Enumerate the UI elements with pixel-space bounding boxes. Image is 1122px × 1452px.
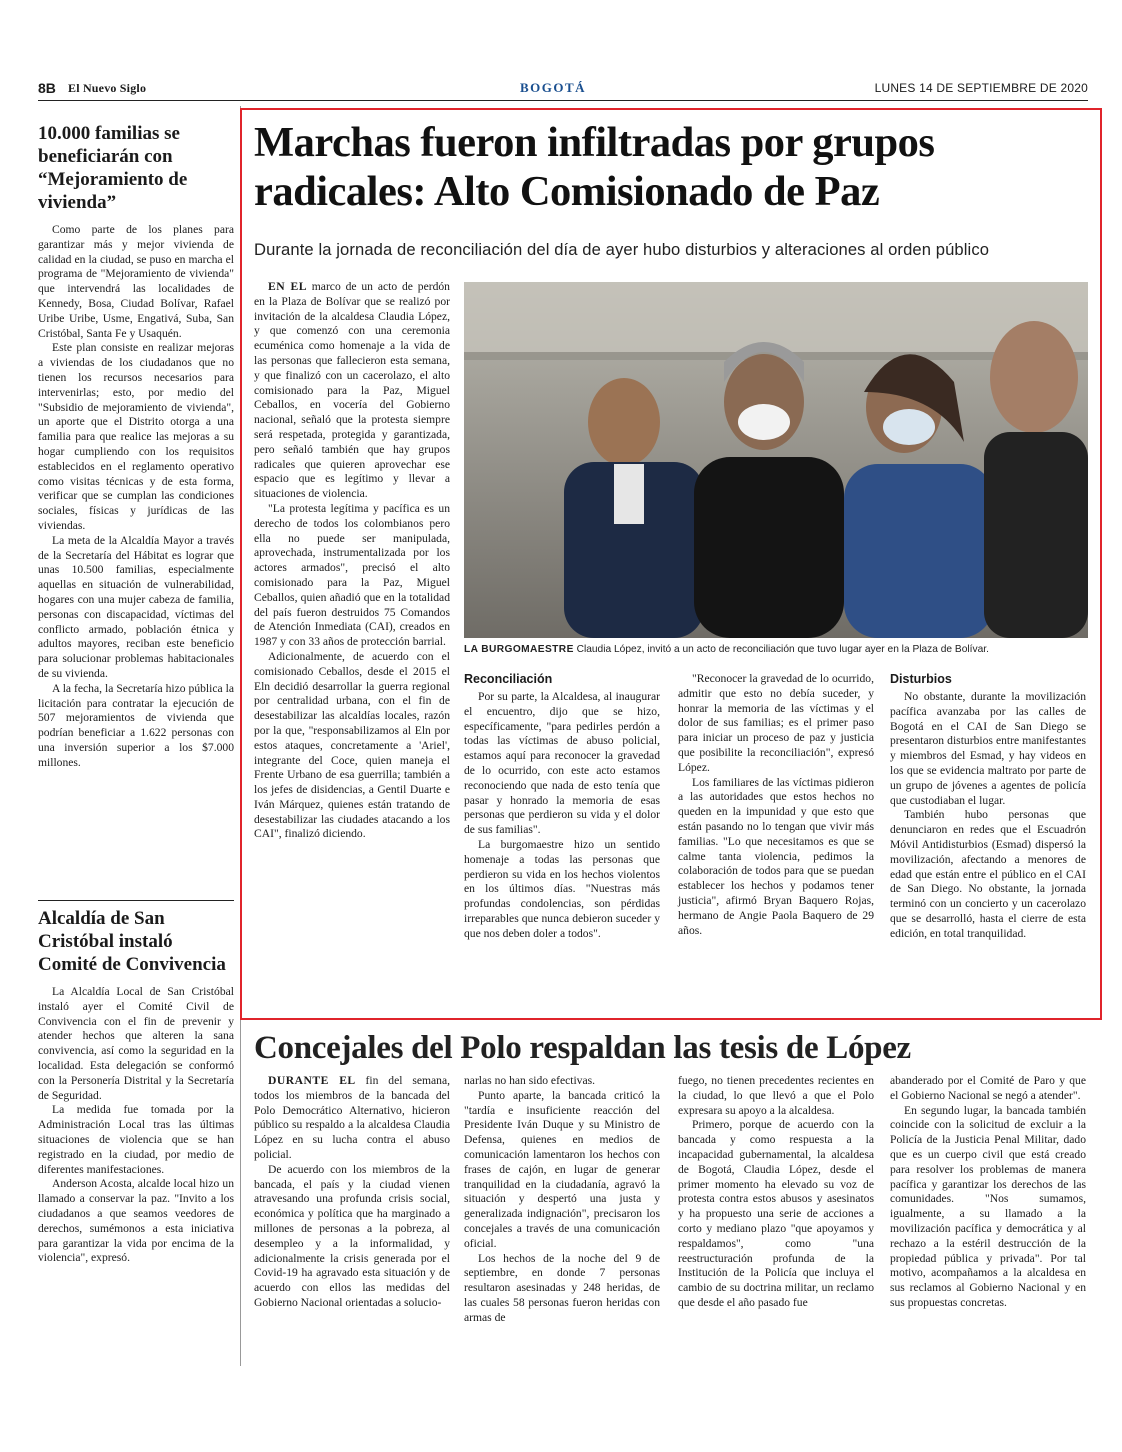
sidebar-story-housing xyxy=(38,122,234,770)
news-photo xyxy=(464,282,1088,638)
paragraph: fuego, no tienen precedentes recientes en la ciudad, lo que llevó a que el Polo expresara su apoyo a la alcaldesa. xyxy=(678,1074,874,1117)
lead-in: DURANTE EL xyxy=(268,1074,356,1087)
paragraph: La meta de la Alcaldía Mayor a través de la Secretaría del Hábitat es lograr que unas 10.500 familias, especialmente aquellas en situación de vulnerabilidad, hogares con una mujer cabeza de familia, personas con discapacidad, víctimas del conflicto armado, población étnica y adultos mayores, reciban este beneficio para solucionar problemas habitacionales de su vivienda. xyxy=(38,533,234,680)
paragraph: A la fecha, la Secretaría hizo pública la licitación para contratar la ejecución de 507 mejoramientos de vivienda que podrían beneficiar a 1.622 personas con una inversión superior a los $7.000 millones. xyxy=(38,681,234,769)
subhead-reconciliacion: Reconciliación xyxy=(464,672,553,686)
lead-in: EN EL xyxy=(268,280,307,293)
paragraph: Primero, porque de acuerdo con la bancada y como respuesta a la incapacidad gubernamental, la alcaldesa de Bogotá, Claudia López, desde el primer momento ha elevado su voz de protesta contra estos abusos y asesinatos y ha propuesto una serie de acciones a corto y mediano plazo "que apoyamos y respaldamos", como "una reestructuración profunda de la Institución de la Policía que incluya el cambio de su doctrina militar, un reclamo que desde el año pasado fue xyxy=(678,1118,874,1309)
paragraph: Anderson Acosta, alcalde local hizo un llamado a conservar la paz. "Invito a los ciudadanos a que seamos veedores de derechos, sumémonos a esta iniciativa para garantizar la vida por encima de la violencia", expresó. xyxy=(38,1177,234,1265)
second-story-column-3 xyxy=(678,1074,874,1311)
main-story-column-1 xyxy=(254,280,450,842)
story-rule xyxy=(38,900,234,901)
second-story-column-4 xyxy=(890,1074,1086,1311)
page-header xyxy=(38,80,1088,98)
paragraph: narlas no han sido efectivas. xyxy=(464,1074,596,1087)
paragraph: La Alcaldía Local de San Cristóbal instaló ayer el Comité Civil de Convivencia con el fin de prevenir y atender hechos que alteren la sana convivencia, así como la seguridad en la localidad. Esta delegación se conformó con la Personería Distrital y la Secretaría de Seguridad. xyxy=(38,985,234,1102)
header-rule xyxy=(38,100,1088,101)
paragraph: Los familiares de las víctimas pidieron a las autoridades que estos hechos no queden en la impunidad y que esto que están pasando no lo tengan que vivir más familias. "Lo que necesitamos es que se calme tanta violencia, pedimos la colaboración de todos para que se puedan establecer los hechos y podamos tener justicia", afirmó Bryan Baquero Rojas, hermano de Angie Paola Baquero de 29 años. xyxy=(678,775,874,937)
paragraph: La burgomaestre hizo un sentido homenaje a todas las personas que perdieron su vida en los hechos violentos en los últimos días. "Nuestras más profundas condolencias, son pérdidas irreparables que nunca debieron suceder y que nos deben doler a todos". xyxy=(464,837,660,940)
main-story-column-3 xyxy=(678,672,874,938)
paragraph: También hubo personas que denunciaron en redes que el Escuadrón Móvil Antidisturbios (Esmad) dispersó la movilización, afectando a menores de edad que están entre el público en el CAI de San Diego. No obstante, la jornada terminó con un concierto y un cacerolazo que se desarrolló, hasta el cierre de esta edición, en total tranquilidad. xyxy=(890,808,1086,940)
photo-illustration xyxy=(464,282,1088,638)
paragraph: De acuerdo con los miembros de la bancada, el país y la ciudad vienen atravesando una profunda crisis social, económica y política que ha marginado a millones de personas a la pobreza, al desempleo y a la informalidad, y adicionalmente la crisis generada por el Covid-19 ha agravado esta situación y de acuerdo con ellos las medidas del Gobierno Nacional orientadas a solucio- xyxy=(254,1162,450,1309)
main-subheadline: Durante la jornada de reconciliación del día de ayer hubo disturbios y alteraciones al orden público xyxy=(254,240,990,259)
paragraph: La medida fue tomada por la Administración Local tras las últimas situaciones de violencia que se han registrado en la ciudad, por medio de diferentes manifestaciones. xyxy=(38,1103,234,1176)
paragraph: "Reconocer la gravedad de lo ocurrido, admitir que esto no debía suceder, y honrar la memoria de las víctimas y el dolor de sus familias; es el primer paso para iniciar un proceso de paz y justicia que posibilite la reconciliación", expresó López. xyxy=(678,672,874,774)
sidebar-story-title: Alcaldía de San Cristóbal instaló Comité de Convivencia xyxy=(38,908,226,975)
issue-date: LUNES 14 DE SEPTIEMBRE DE 2020 xyxy=(874,81,1088,95)
paragraph: En segundo lugar, la bancada también coincide con la solicitud de excluir a la Policía de la Justicia Penal Militar, dado que es un cuerpo civil que está creado para resolver los problemas de manera pacífica y garantizar los derechos de las comunidades. "Nos sumamos, igualmente, a su llamado a la movilización pacífica y democrática y al rechazo a la estéril destrucción de la propiedad pública y privada". Por tal motivo, acompañamos a la alcaldesa en sus reclamos al Gobierno Nacional y en sus propuestas concretas. xyxy=(890,1103,1086,1309)
sidebar-story-convivencia xyxy=(38,900,234,1266)
paragraph: fin del semana, todos los miembros de la bancada del Polo Democrático Alternativo, hicieron público su respaldo a la alcaldesa Claudia López en su lucha contra el abuso policial. xyxy=(254,1074,450,1161)
paragraph: "La protesta legítima y pacífica es un derecho de todos los colombianos pero ella no puede ser manipulada, aprovechada, instrumentalizada por los actores armados", precisó el alto comisionado para la Paz, Miguel Ceballos, quien añadió que en la totalidad del país fueron destruidos 75 Comandos de Atención Inmediata (CAI), creados en 1987 y con 33 años de protección barrial. xyxy=(254,501,450,649)
paragraph: abanderado por el Comité de Paro y que el Gobierno Nacional se negó a atender". xyxy=(890,1074,1086,1102)
page-number: 8B xyxy=(38,80,56,96)
second-story-column-1 xyxy=(254,1074,450,1311)
section-name: BOGOTÁ xyxy=(520,80,587,95)
paragraph: Los hechos de la noche del 9 de septiembre, en donde 7 personas resultaron asesinadas y 248 heridas, de las cuales 58 personas fueron heridas con armas de xyxy=(464,1251,660,1324)
main-story-column-4 xyxy=(890,672,1086,942)
second-headline: Concejales del Polo respaldan las tesis de López xyxy=(254,1030,911,1066)
main-story-column-2 xyxy=(464,672,660,942)
subhead-disturbios: Disturbios xyxy=(890,672,952,686)
paragraph: Adicionalmente, de acuerdo con el comisionado Ceballos, desde el 2015 el Eln decidió desarrollar la guerra regional por centralidad urbana, con el fin de desestabilizar las alcaldías locales, razón por la que, "responsabilizamos al Eln por estos ataques, concretamente a 'Ariel', integrante del Coce, quien maneja el Frente Urbano de esa guerrilla; también a los jefes de disidencias, a Gentil Duarte e Iván Márquez, quienes están tratando de desestabilizar las ciudades atacando a los CAI", finalizó diciendo. xyxy=(254,649,450,841)
sidebar-story-title: 10.000 familias se beneficiarán con “Mejoramiento de vivienda” xyxy=(38,123,188,213)
main-headline: Marchas fueron infiltradas por grupos radicales: Alto Comisionado de Paz xyxy=(254,119,935,215)
photo-caption xyxy=(464,644,1088,655)
paragraph: Este plan consiste en realizar mejoras a viviendas de los ciudadanos que no tienen los recursos necesarios para intervenirlas; esto, por medio del "Subsidio de mejoramiento de vivienda", un aporte que el Distrito otorga a una familia para que realice las mejoras a su hogar cumpliendo con los requisitos establecidos en el reglamento operativo como visitas técnicas y de esta forma, verificar que se cumplan las condiciones sociales, físicas y jurídicas de las viviendas. xyxy=(38,341,234,532)
paragraph: marco de un acto de perdón en la Plaza de Bolívar que se realizó por invitación de la alcaldesa Claudia López, y que comenzó con una ceremonia ecuménica como homenaje a la vida de las personas que fallecieron esta semana, y que finalizó con un cacerolazo, el alto comisionado para la Paz, Miguel Ceballos, en vocería del Gobierno nacional, señaló que la protesta siempre será respetada, protegida y garantizada, pero señaló también que hay grupos radicales que quieren aprovechar ese espacio que es legítimo y llevar a situaciones de violencia. xyxy=(254,280,450,501)
second-story-column-2 xyxy=(464,1074,660,1326)
paragraph: Como parte de los planes para garantizar más y mejor vivienda de calidad en la ciudad, se puso en marcha el programa de "Mejoramiento de vivienda" que intervendrá las localidades de Kennedy, Bosa, Ciudad Bolívar, Rafael Uribe Uribe, Usme, Engativá, Suba, San Cristóbal, Santa Fe y Usaquén. xyxy=(38,223,234,340)
caption-label: LA BURGOMAESTRE xyxy=(464,644,574,655)
paragraph: No obstante, durante la movilización pacífica avanzaba por las calles de Bogotá en el CAI de San Diego se presentaron disturbios entre manifestantes y miembros del Esmad, y hay videos en los que se evidencia maltrato por parte de un grupo de jóvenes a agentes de policía que custodiaban el lugar. xyxy=(890,690,1086,807)
newspaper-name: El Nuevo Siglo xyxy=(68,81,147,95)
paragraph: Por su parte, la Alcaldesa, al inaugurar el encuentro, dijo que se hizo, específicamente, "para pedirles perdón a todas las víctimas de abuso policial, estamos aquí para reconocer la gravedad de lo ocurrido, con este acto estamos reconociendo que nada de esto tenía que pasar y honrado la memoria de esas personas que perdieron su vida y el dolor de sus familias". xyxy=(464,690,660,837)
paragraph: Punto aparte, la bancada criticó la "tardía e insuficiente reacción del Presidente Iván Duque y su Ministro de Defensa, quienes en medios de comunicación lamentaron los hechos con frases de cajón, en lugar de generar tranquilidad en la ciudadanía, agravó la situación y despertó una justa y generalizada indignación", precisaron los concejales a través de una comunicación oficial. xyxy=(464,1088,660,1250)
caption-text: Claudia López, invitó a un acto de reconciliación que tuvo lugar ayer en la Plaza de Bolívar. xyxy=(576,644,989,655)
